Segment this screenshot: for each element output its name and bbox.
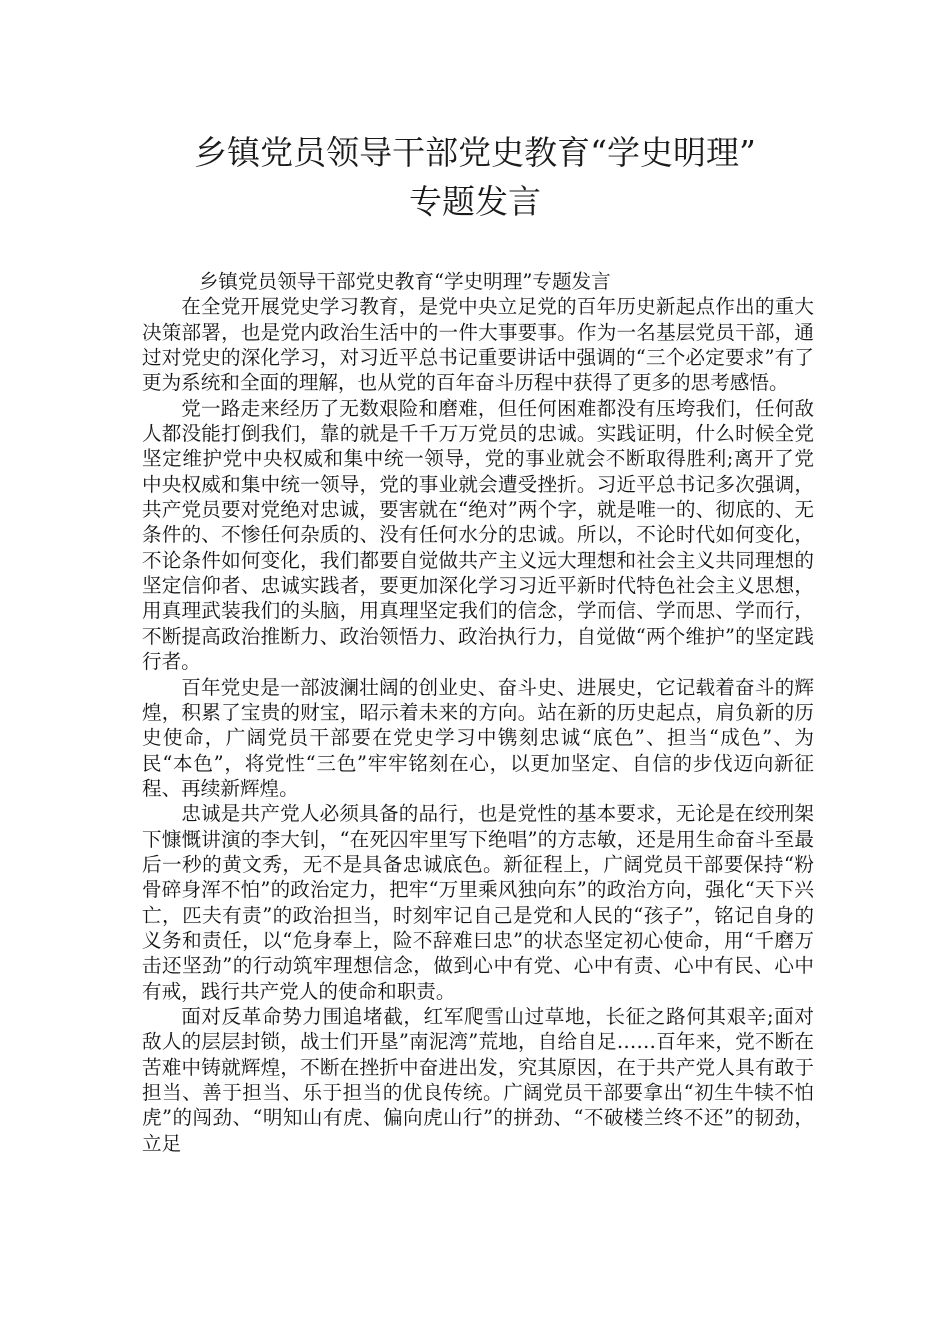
body-subtitle: 乡镇党员领导干部党史教育“学史明理”专题发言 (198, 270, 611, 293)
body-paragraph: 百年党史是一部波澜壮阔的创业史、奋斗史、进展史，它记载着奋斗的辉煌，积累了宝贵的财宝，昭示着未来的方向。站在新的历史起点，肩负新的历史使命，广阔党员干部要在党史学习中镌刻忠诚“底色”、担当“成色”、为民“本色”，将党性“三色”牢牢铭刻在心，以更加坚定、自信的步伐迈向新征程、再续新辉煌。 (142, 675, 814, 800)
body-paragraph: 党一路走来经历了无数艰险和磨难，但任何困难都没有压垮我们，任何敌人都没能打倒我们，靠的就是千千万万党员的忠诚。实践证明，什么时候全党坚定维护党中央权威和集中统一领导，党的事业就会不断取得胜利;离开了党中央权威和集中统一领导，党的事业就会遭受挫折。习近平总书记多次强调，共产党员要对党绝对忠诚，要害就在“绝对”两个字，就是唯一的、彻底的、无条件的、不惨任何杂质的、没有任何水分的忠诚。所以，不论时代如何变化，不论条件如何变化，我们都要自觉做共产主义远大理想和社会主义共同理想的坚定信仰者、忠诚实践者，要更加深化学习习近平新时代特色社会主义思想，用真理武装我们的头脑，用真理坚定我们的信念，学而信、学而思、学而行，不断提高政治推断力、政治领悟力、政治执行力，自觉做“两个维护”的坚定践行者。 (142, 396, 814, 674)
document-body (142, 269, 814, 1156)
document-title-line-2: 专题发言 (409, 182, 541, 221)
body-paragraph: 在全党开展党史学习教育，是党中央立足党的百年历史新起点作出的重大决策部署，也是党内政治生活中的一件大事要事。作为一名基层党员干部，通过对党史的深化学习，对习近平总书记重要讲话中强调的“三个必定要求”有了更为系统和全面的理解，也从党的百年奋斗历程中获得了更多的思考感悟。 (142, 295, 814, 395)
document-title-line-1: 乡镇党员领导干部党史教育“学史明理” (194, 133, 756, 172)
body-paragraph: 忠诚是共产党人必须具备的品行，也是党性的基本要求，无论是在绞刑架下慷慨讲演的李大钊，“在死囚牢里写下绝唱”的方志敏，还是用生命奋斗至最后一秒的黄文秀，无不是具备忠诚底色。新征程上，广阔党员干部要保持“粉骨碎身浑不怕”的政治定力，把牢“万里乘风独向东”的政治方向，强化“天下兴亡，匹夫有责”的政治担当，时刻牢记自己是党和人民的“孩子”，铭记自身的义务和责任，以“危身奉上，险不辞难曰忠”的状态坚定初心使命，用“千磨万击还坚劲”的行动筑牢理想信念，做到心中有党、心中有责、心中有民、心中有戒，践行共产党人的使命和职责。 (142, 802, 814, 1003)
body-paragraph: 面对反革命势力围追堵截，红军爬雪山过草地，长征之路何其艰辛;面对敌人的层层封锁，战士们开垦”南泥湾”荒地，自给自足……百年来，党不断在苦难中铸就辉煌，不断在挫折中奋进出发，究其原因，在于共产党人具有敢于担当、善于担当、乐于担当的优良传统。广阔党员干部要拿出“初生牛犊不怕虎”的闯劲、“明知山有虎、偏向虎山行”的拼劲、“不破楼兰终不还”的韧劲，立足 (142, 1004, 814, 1155)
